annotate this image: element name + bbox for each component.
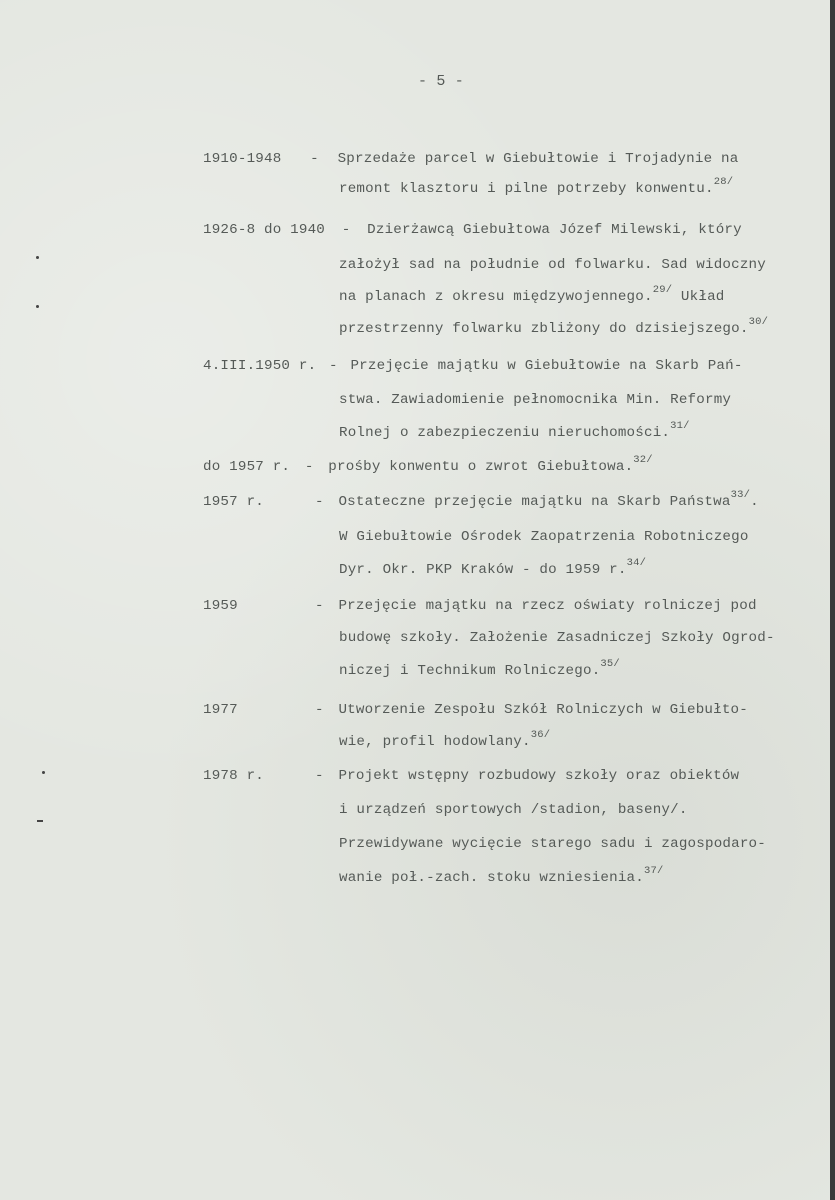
entry-text: wanie poł.-zach. stoku wzniesienia. bbox=[339, 870, 644, 886]
footnote-ref: 34/ bbox=[626, 557, 647, 570]
entry-text: Przejęcie majątku w Giebułtowie na Skarb Pań- bbox=[350, 358, 743, 374]
entry-date: 4.III.1950 r. bbox=[203, 358, 317, 374]
entry-text: przestrzenny folwarku zbliżony do dzisiejszego. bbox=[339, 321, 749, 337]
footnote-ref: 29/ bbox=[652, 284, 673, 297]
entry-row-text bbox=[315, 489, 759, 510]
entry-date: 1926-8 do 1940 bbox=[203, 222, 325, 238]
entry-text: Dzierżawcą Giebułtowa Józef Milewski, który bbox=[367, 222, 742, 238]
entry-row bbox=[203, 222, 742, 238]
entry-text-tail: Układ bbox=[672, 289, 725, 305]
entry-text: Sprzedaże parcel w Giebułtowie i Trojadynie na bbox=[337, 151, 739, 167]
entry-separator: - bbox=[315, 598, 324, 614]
entry-text: Przejęcie majątku na rzecz oświaty rolniczej pod bbox=[338, 598, 757, 614]
entry-row bbox=[203, 702, 238, 718]
entry-row bbox=[203, 151, 738, 167]
entry-text: niczej i Technikum Rolniczego. bbox=[339, 663, 601, 679]
footnote-ref: 33/ bbox=[730, 489, 751, 502]
entry-separator: - bbox=[341, 222, 351, 238]
entry-row-text bbox=[315, 598, 757, 614]
entry-date: 1977 bbox=[203, 702, 238, 718]
entry-line bbox=[339, 316, 769, 337]
footnote-ref: 37/ bbox=[644, 865, 664, 878]
entry-line bbox=[339, 420, 690, 441]
entry-line bbox=[339, 284, 725, 305]
entry-row bbox=[203, 358, 743, 374]
entry-date: 1957 r. bbox=[203, 494, 264, 510]
entry-separator: - bbox=[329, 358, 338, 374]
entry-separator: - bbox=[315, 768, 324, 784]
entry-separator: - bbox=[304, 459, 314, 475]
entry-row bbox=[203, 454, 653, 475]
margin-mark bbox=[36, 305, 39, 308]
entry-row bbox=[203, 768, 264, 784]
entry-text: Ostateczne przejęcie majątku na Skarb Państwa bbox=[338, 494, 731, 510]
entry-separator: - bbox=[315, 702, 324, 718]
entry-date: 1978 r. bbox=[203, 768, 264, 784]
entry-date: do 1957 r. bbox=[203, 459, 291, 475]
entry-line bbox=[339, 836, 766, 852]
entry-text: wie, profil hodowlany. bbox=[339, 734, 531, 750]
footnote-ref: 31/ bbox=[670, 420, 690, 433]
entry-text: budowę szkoły. Założenie Zasadniczej Szkoły Ogrod- bbox=[339, 630, 775, 646]
entry-line bbox=[339, 557, 647, 578]
entry-text-tail: . bbox=[750, 494, 759, 510]
entry-text: na planach z okresu międzywojennego. bbox=[339, 289, 653, 305]
entry-text: założył sad na południe od folwarku. Sad widoczny bbox=[339, 257, 766, 273]
footnote-ref: 30/ bbox=[748, 316, 769, 329]
entry-separator: - bbox=[310, 151, 319, 167]
entry-text: Rolnej o zabezpieczeniu nieruchomości. bbox=[339, 425, 671, 441]
entry-date: 1959 bbox=[203, 598, 238, 614]
entry-text: stwa. Zawiadomienie pełnomocnika Min. Reformy bbox=[339, 392, 732, 408]
entry-line bbox=[339, 529, 749, 545]
entry-line bbox=[339, 729, 551, 750]
entry-line bbox=[339, 630, 775, 646]
entry-text: Dyr. Okr. PKP Kraków - do 1959 r. bbox=[339, 562, 627, 578]
entry-line bbox=[339, 865, 664, 886]
entry-text: W Giebułtowie Ośrodek Zaopatrzenia Robotniczego bbox=[339, 529, 749, 545]
entry-separator: - bbox=[315, 494, 324, 510]
footnote-ref: 28/ bbox=[713, 176, 734, 189]
entry-text: Utworzenie Zespołu Szkół Rolniczych w Giebułto- bbox=[338, 702, 748, 718]
footnote-ref: 36/ bbox=[530, 729, 551, 742]
page-number: - 5 - bbox=[418, 73, 465, 90]
entry-text: Przewidywane wycięcie starego sadu i zagospodaro- bbox=[339, 836, 766, 852]
entry-line bbox=[339, 392, 731, 408]
entry-text: i urządzeń sportowych /stadion, baseny/. bbox=[339, 802, 688, 818]
entry-row-text bbox=[315, 768, 739, 784]
scan-edge bbox=[830, 0, 835, 1200]
entry-text: Projekt wstępny rozbudowy szkoły oraz obiektów bbox=[338, 768, 740, 784]
entry-text: prośby konwentu o zwrot Giebułtowa. bbox=[328, 459, 634, 475]
footnote-ref: 35/ bbox=[600, 658, 620, 671]
entry-row bbox=[203, 494, 264, 510]
entry-line bbox=[339, 176, 734, 197]
entry-line bbox=[339, 802, 688, 818]
footnote-ref: 32/ bbox=[633, 454, 653, 467]
entry-line bbox=[339, 658, 620, 679]
entry-date: 1910-1948 bbox=[203, 151, 282, 167]
entry-line bbox=[339, 257, 766, 273]
margin-mark bbox=[36, 256, 39, 259]
margin-mark bbox=[37, 820, 43, 822]
margin-mark bbox=[42, 771, 45, 774]
entry-text: remont klasztoru i pilne potrzeby konwentu. bbox=[339, 181, 714, 197]
entry-row bbox=[203, 598, 238, 614]
entry-row-text bbox=[315, 702, 748, 718]
